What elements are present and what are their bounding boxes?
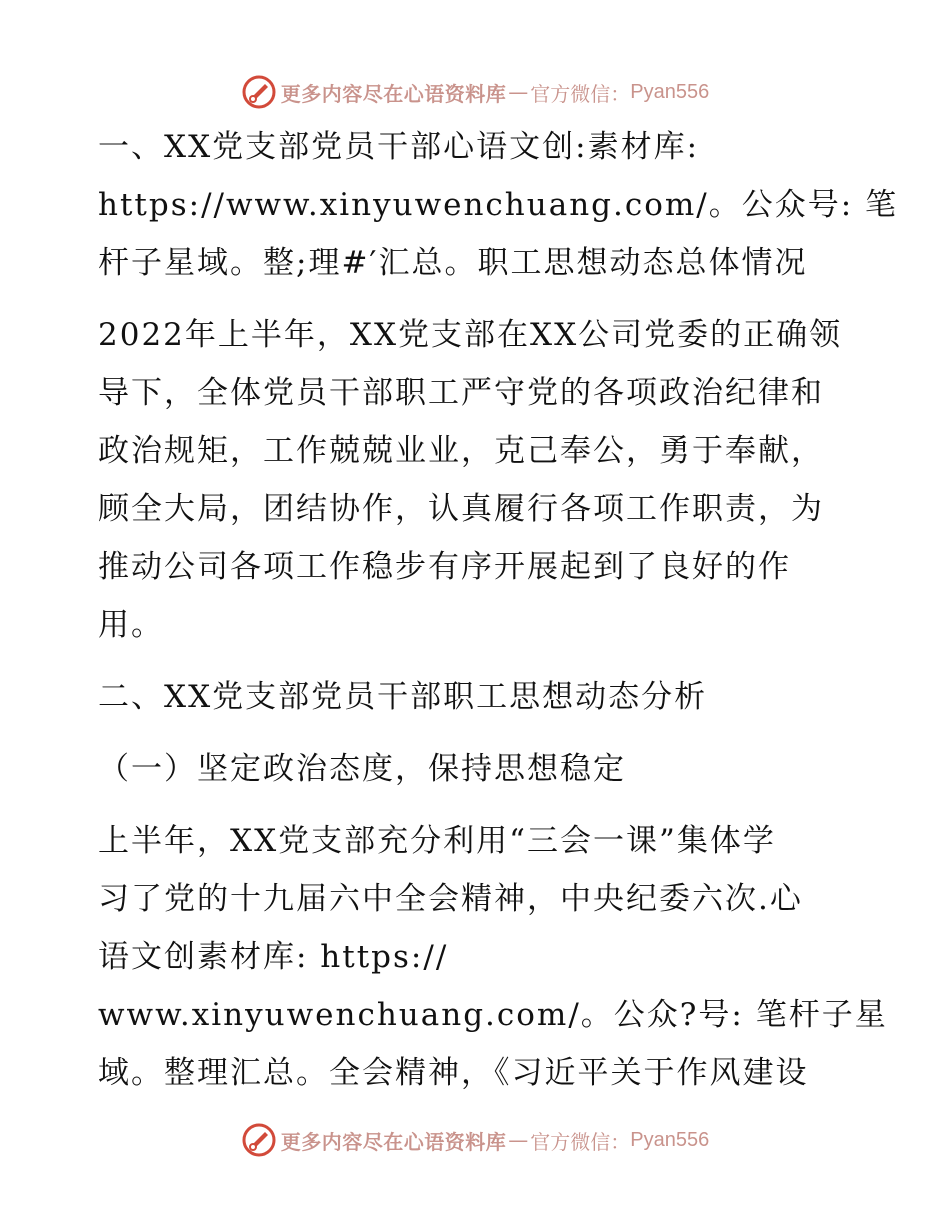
footer-watermark-banner: [0, 1120, 950, 1160]
text-line: 2022年上半年，XX党支部在XX公司党委的正确领: [98, 317, 843, 353]
text-line: 杆子星域。整;理#′汇总。职工思想动态总体情况: [98, 245, 808, 281]
text-line: 上半年，XX党支部充分利用“三会一课”集体学: [98, 823, 776, 859]
logo-icon: [241, 74, 277, 110]
text-line: 顾全大局，团结协作，认真履行各项工作职责，为: [98, 491, 824, 527]
heading-line: 二、XX党支部党员干部职工思想动态分析: [98, 679, 708, 715]
document-body: [98, 118, 899, 1102]
banner-wechat-id: Pyan556: [630, 80, 710, 103]
banner-dash: —: [508, 1128, 529, 1152]
text-line: 用。: [98, 607, 164, 643]
subsection-heading-1: [98, 740, 858, 798]
paragraph-3: [98, 812, 888, 1102]
banner-wechat-label: 官方微信：: [530, 1129, 631, 1154]
banner-wechat-id: Pyan556: [630, 1128, 710, 1151]
banner-main-text: 更多内容尽在心语资料库: [280, 1129, 507, 1154]
heading-line: （一）坚定政治态度，保持思想稳定: [98, 751, 626, 787]
text-line: 导下，全体党员干部职工严守党的各项政治纪律和: [98, 375, 824, 411]
text-line: 语文创素材库: https://: [98, 939, 449, 975]
paragraph-2: [98, 306, 858, 654]
logo-icon: [241, 1122, 277, 1158]
text-line: 习了党的十九届六中全会精神，中央纪委六次.心: [98, 881, 803, 917]
text-line: 推动公司各项工作稳步有序开展起到了良好的作: [98, 549, 791, 585]
section-heading-2: [98, 668, 858, 726]
text-line: 一、XX党支部党员干部心语文创:素材库:: [98, 129, 700, 165]
text-line: 域。整理汇总。全会精神，《习近平关于作风建设: [98, 1055, 809, 1091]
text-line: www.xinyuwenchuang.com/。公众?号: 笔杆子星: [98, 997, 888, 1033]
banner-dash: —: [508, 80, 529, 104]
text-line: https://www.xinyuwenchuang.com/。公众号: 笔: [98, 187, 899, 223]
banner-main-text: 更多内容尽在心语资料库: [280, 81, 507, 106]
text-line: 政治规矩，工作兢兢业业，克己奉公，勇于奉献，: [98, 433, 824, 469]
paragraph-1: [98, 118, 899, 292]
header-watermark-banner: [0, 72, 950, 112]
banner-wechat-label: 官方微信：: [530, 81, 631, 106]
